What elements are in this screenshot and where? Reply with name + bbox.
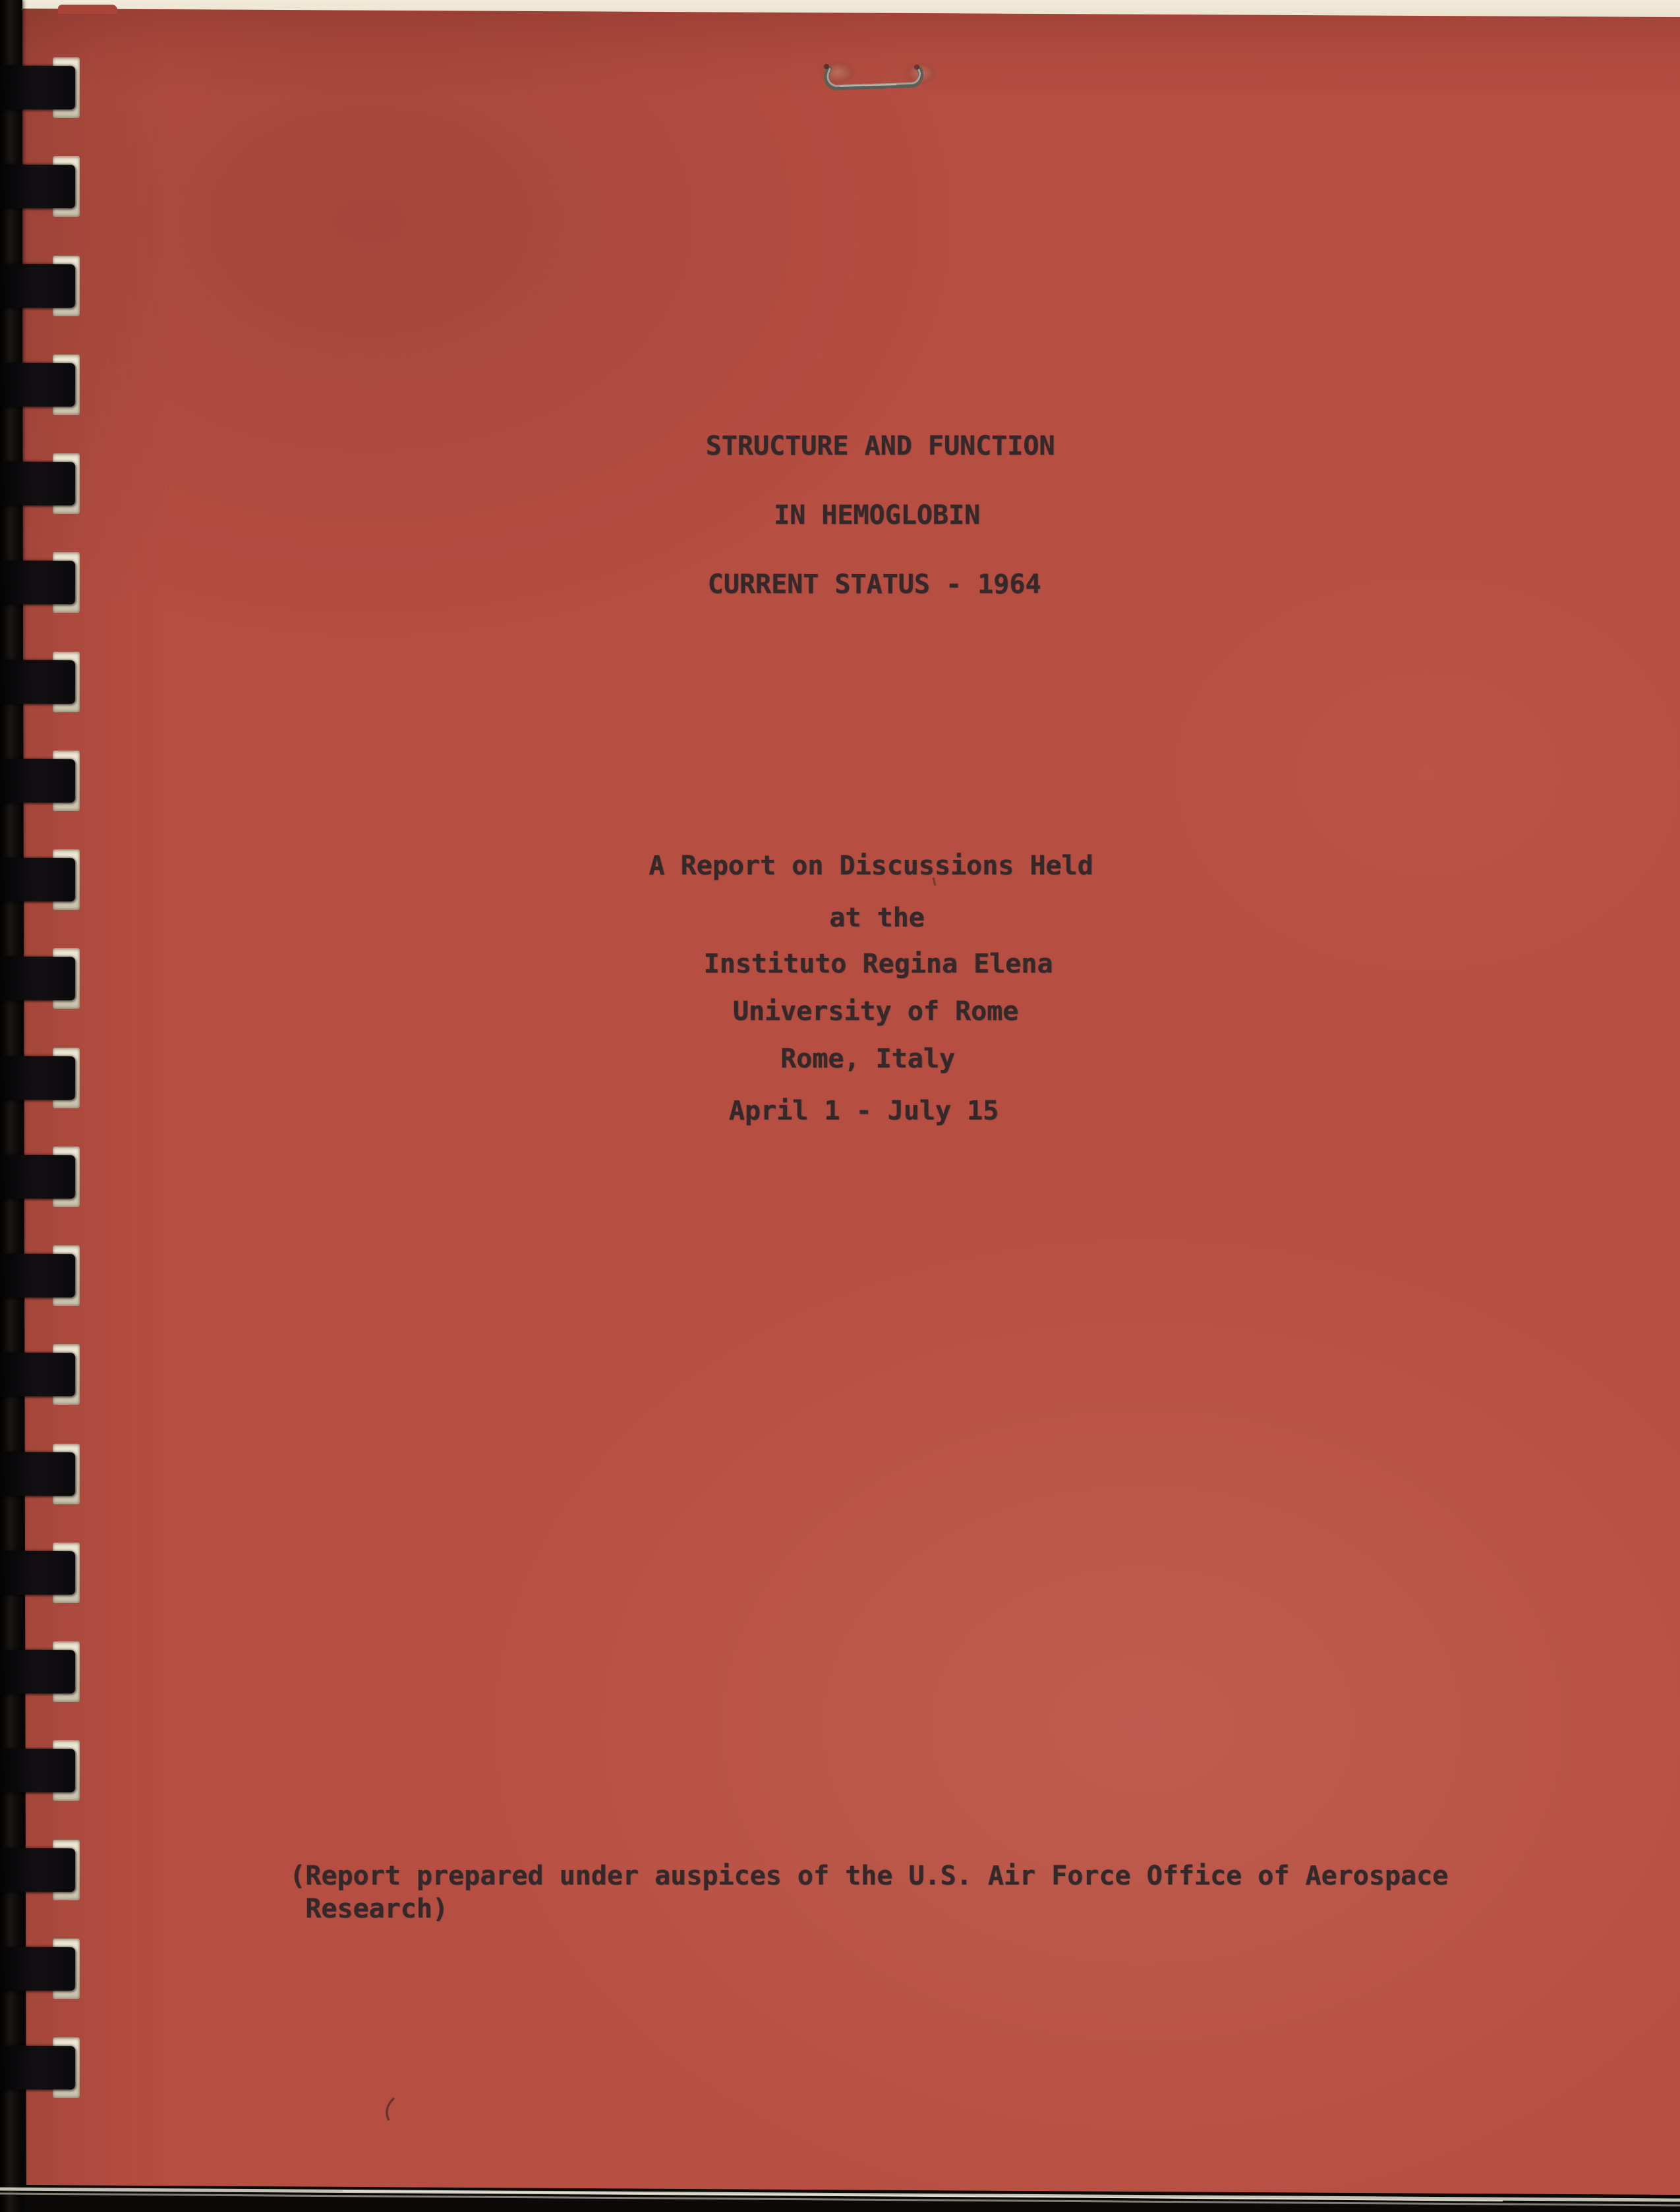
subtitle-line-5: Rome, Italy — [780, 1044, 956, 1074]
comb-tooth — [0, 759, 75, 803]
title-line-1: STRUCTURE AND FUNCTION — [705, 431, 1055, 461]
comb-tooth — [0, 264, 75, 307]
comb-tooth — [0, 1353, 75, 1396]
staple-scuff-left — [812, 55, 863, 90]
title-line-2: IN HEMOGLOBIN — [774, 500, 981, 530]
subtitle-line-4: University of Rome — [732, 996, 1019, 1027]
subtitle-line-2: at the — [829, 903, 925, 933]
comb-tooth — [0, 660, 75, 703]
comb-tooth — [0, 66, 75, 109]
comb-tooth — [0, 1452, 75, 1495]
comb-tooth — [0, 363, 75, 407]
comb-tooth — [0, 1254, 75, 1297]
comb-tooth — [0, 165, 75, 208]
comb-tooth — [0, 1551, 75, 1595]
subtitle-line-6: April 1 - July 15 — [728, 1096, 999, 1126]
comb-tooth — [0, 1947, 75, 1991]
subtitle-line-3: Instituto Regina Elena — [703, 949, 1053, 979]
subtitle-line-1: A Report on Discussions Held — [649, 851, 1093, 881]
comb-tooth — [0, 2046, 75, 2089]
comb-tooth — [0, 1848, 75, 1891]
footnote-line-2: Research) — [305, 1894, 449, 1924]
staple-scuff-right — [898, 57, 944, 90]
title-line-3: CURRENT STATUS - 1964 — [707, 569, 1041, 600]
torn-corner-flap — [58, 5, 117, 14]
footnote-line-1: (Report prepared under auspices of the U.S. Air Force Office of Aerospace — [289, 1861, 1449, 1891]
comb-tooth — [0, 1155, 75, 1199]
comb-tooth — [0, 1650, 75, 1693]
comb-tooth — [0, 1749, 75, 1792]
